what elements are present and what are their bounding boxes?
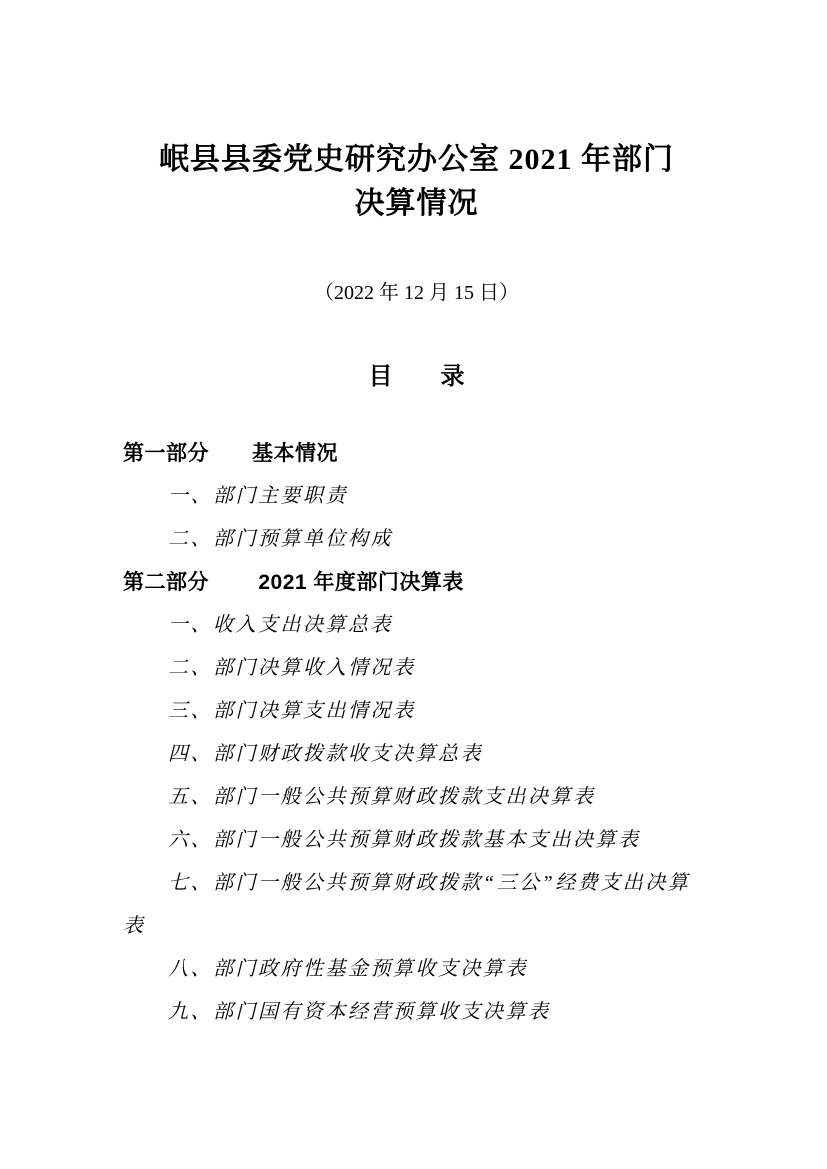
toc-item: 九、部门国有资本经营预算收支决算表 xyxy=(168,1001,551,1023)
toc-item: 八、部门政府性基金预算收支决算表 xyxy=(168,958,528,980)
toc-item: 二、部门预算单位构成 xyxy=(168,528,393,550)
toc-item: 一、部门主要职责 xyxy=(168,485,348,507)
document-title-line1: 岷县县委党史研究办公室 2021 年部门 xyxy=(159,143,674,176)
toc-part1-heading: 第一部分 基本情况 xyxy=(123,442,338,465)
toc-heading: 目 录 xyxy=(368,363,465,390)
toc-item: 七、部门一般公共预算财政拨款“三公”经费支出决算表 xyxy=(123,872,691,937)
toc-part2-heading: 第二部分 2021 年度部门决算表 xyxy=(123,571,464,594)
document-title-line2: 决算情况 xyxy=(354,187,479,220)
document-date: （2022 年 12 月 15 日） xyxy=(314,282,519,304)
toc-item: 六、部门一般公共预算财政拨款基本支出决算表 xyxy=(168,829,641,851)
toc-item: 一、收入支出决算总表 xyxy=(168,614,393,636)
toc-item: 二、部门决算收入情况表 xyxy=(168,657,416,679)
document-title xyxy=(123,138,710,226)
toc-item: 五、部门一般公共预算财政拨款支出决算表 xyxy=(168,786,596,808)
table-of-contents xyxy=(123,432,710,1034)
toc-item: 三、部门决算支出情况表 xyxy=(168,700,416,722)
toc-item: 四、部门财政拨款收支决算总表 xyxy=(168,743,483,765)
